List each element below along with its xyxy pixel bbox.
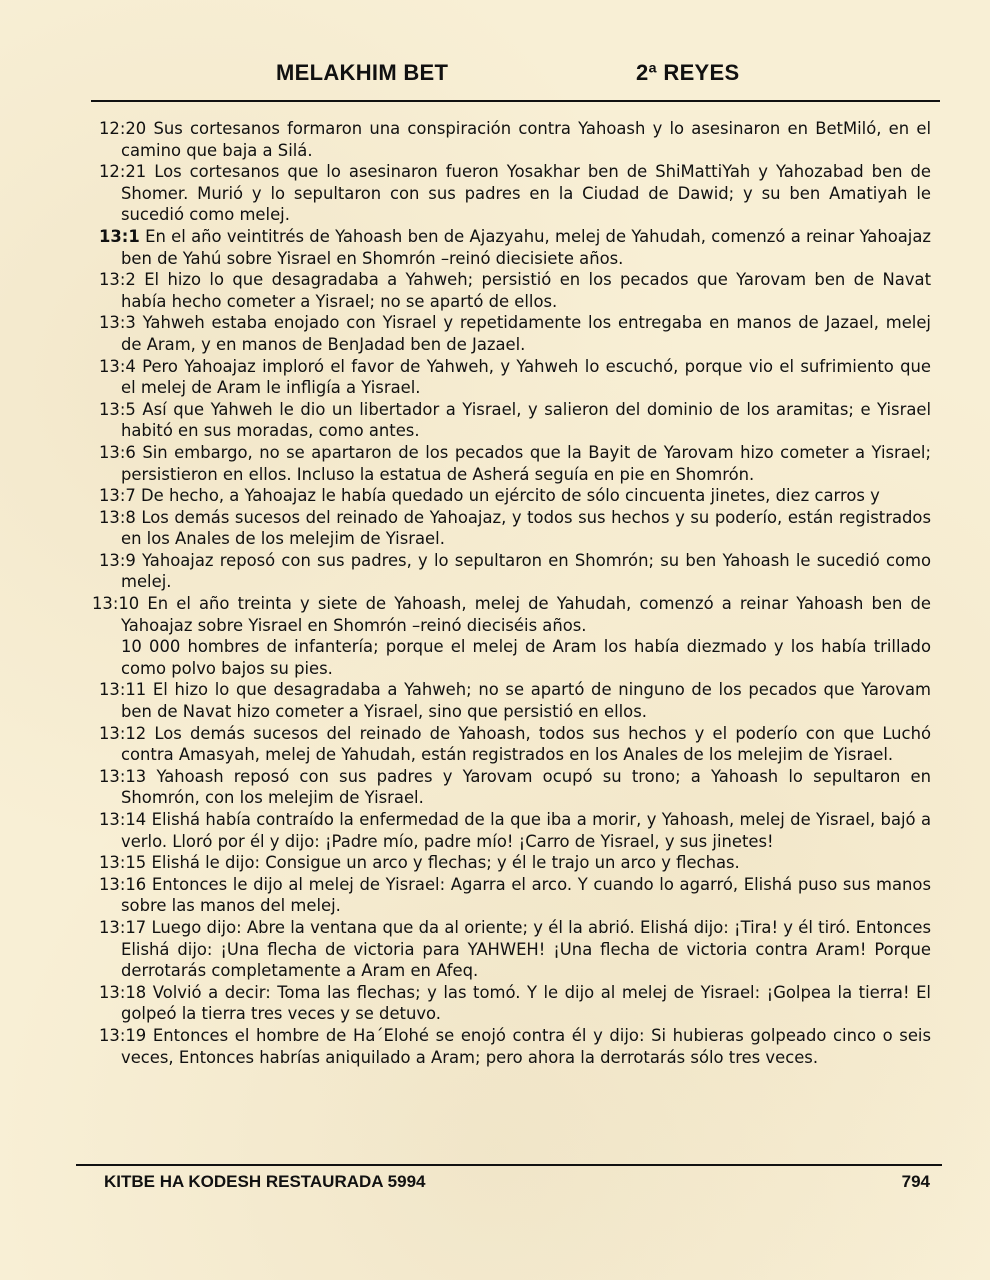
verse (99, 485, 931, 507)
verse-ref: 13:1 (99, 226, 140, 246)
verse (99, 917, 931, 982)
verse (99, 269, 931, 312)
verse-ref: 13:3 (99, 313, 136, 333)
page-footer (0, 1172, 990, 1196)
verse-list (0, 118, 990, 1068)
book-name: MELAKHIM BET (276, 60, 449, 85)
verse-text: Los demás sucesos del reinado de Yahoajaz, y todos sus hechos y su poderío, están registrados en los Anales de los melejim de Yisrael. (121, 507, 931, 549)
verse-ref: 13:9 (99, 550, 136, 570)
verse-text: Entonces el hombre de Ha´Elohé se enojó contra él y dijo: Si hubieras golpeado cinco o seis veces, Entonces habrías aniquilado a Aram; pero ahora la derrotarás sólo tres veces. (121, 1025, 932, 1067)
verse (99, 161, 931, 226)
verse-text: Los demás sucesos del reinado de Yahoash, todos sus hechos y el poderío con que Luchó contra Amasyah, melej de Yahudah, están registrados en los Anales de los melejim de Yisrael. (121, 723, 931, 765)
verse (99, 982, 931, 1025)
book-title: 2ª REYES (636, 60, 740, 85)
verse-text: Así que Yahweh le dio un libertador a Yisrael, y salieron del dominio de los aramitas; e Yisrael habitó en sus moradas, como antes. (121, 399, 932, 441)
verse-text: 10 000 hombres de infantería; porque el melej de Aram los había diezmado y los había trillado como polvo bajos su pies. (121, 637, 931, 678)
verse-text: Volvió a decir: Toma las flechas; y las tomó. Y le dijo al melej de Yisrael: ¡Golpea la tierra! El golpeó la tierra tres veces y se detuvo. (121, 982, 931, 1024)
verse (99, 356, 931, 399)
verse-ref: 13:16 (99, 874, 147, 894)
verse-ref: 13:13 (99, 766, 147, 786)
verse (99, 766, 931, 809)
verse (99, 507, 931, 550)
verse (92, 593, 931, 636)
verse-ref: 13:6 (99, 442, 136, 462)
verse-text: En el año treinta y siete de Yahoash, melej de Yahudah, comenzó a reinar Yahoash ben de Yahoajaz sobre Yisrael en Shomrón –reinó dieciséis años. (121, 594, 931, 635)
verse-text: Elishá le dijo: Consigue un arco y flechas; y él le trajo un arco y flechas. (151, 853, 740, 873)
verse-text: Yahoash reposó con sus padres y Yarovam ocupó su trono; a Yahoash lo sepultaron en Shomrón, con los melejim de Yisrael. (121, 766, 931, 808)
verse-text: Elishá había contraído la enfermedad de la que iba a morir, y Yahoash, melej de Yisrael, bajó a verlo. Lloró por él y dijo: ¡Padre mío, padre mío! ¡Carro de Yisrael, y sus jinetes! (121, 810, 931, 851)
page-number: 794 (901, 1172, 930, 1191)
verse (99, 226, 931, 269)
verse-ref: 13:8 (99, 507, 136, 527)
verse-continuation (121, 636, 931, 679)
verse-ref: 13:19 (99, 1025, 147, 1045)
verse-text: El hizo lo que desagradaba a Yahweh; no se apartó de ninguno de los pecados que Yarovam ben de Navat hizo cometer a Yisrael, sino que persistió en ellos. (121, 680, 931, 722)
verse-ref: 13:12 (99, 723, 147, 743)
verse-ref: 12:21 (99, 162, 147, 182)
verse (99, 399, 932, 442)
verse-ref: 13:10 (92, 594, 140, 614)
verse-ref: 13:5 (99, 399, 136, 419)
verse-text: Pero Yahoajaz imploró el favor de Yahweh, y Yahweh lo escuchó, porque vio el sufrimiento que el melej de Aram le infligía a Yisrael. (121, 356, 931, 398)
verse-ref: 13:4 (99, 356, 136, 376)
verse-ref: 13:11 (99, 680, 147, 700)
verse-ref: 13:17 (99, 917, 147, 937)
verse (99, 809, 931, 852)
verse-text: Los cortesanos que lo asesinaron fueron Yosakhar ben de ShiMattiYah y Yahozabad ben de Shomer. Murió y lo sepultaron con sus padres en la Ciudad de Dawid; y su ben Amatiyah le sucedió como melej. (121, 162, 931, 225)
verse-ref: 13:14 (99, 810, 147, 829)
verse-text: Yahoajaz reposó con sus padres, y lo sepultaron en Shomrón; su ben Yahoash le sucedió como melej. (121, 550, 931, 592)
verse-text: Entonces le dijo al melej de Yisrael: Agarra el arco. Y cuando lo agarró, Elishá puso sus manos sobre las manos del melej. (121, 874, 931, 916)
verse (99, 852, 931, 874)
verse-ref: 13:15 (99, 853, 147, 873)
verse-ref: 12:20 (99, 119, 147, 138)
verse-text: Sus cortesanos formaron una conspiración contra Yahoash y lo asesinaron en BetMiló, en el camino que baja a Silá. (121, 119, 932, 160)
verse (99, 118, 932, 161)
verse-ref: 13:2 (99, 270, 136, 290)
verse (99, 874, 931, 917)
verse (99, 679, 931, 722)
verse-text: Yahweh estaba enojado con Yisrael y repetidamente los entregaba en manos de Jazael, melej de Aram, y en manos de BenJadad ben de Jazael. (121, 313, 931, 354)
verse (99, 442, 931, 485)
verse-ref: 13:7 (99, 486, 136, 506)
verse-text: Sin embargo, no se apartaron de los pecados que la Bayit de Yarovam hizo cometer a Yisrael; persistieron en ellos. Incluso la estatua de Asherá seguía en pie en Shomrón. (121, 442, 931, 484)
verse-text: El hizo lo que desagradaba a Yahweh; persistió en los pecados que Yarovam ben de Navat había hecho cometer a Yisrael; no se apartó de ellos. (121, 270, 931, 311)
verse-text: Luego dijo: Abre la ventana que da al oriente; y él la abrió. Elishá dijo: ¡Tira! y él tiró. Entonces Elishá dijo: ¡Una flecha de victoria para YAHWEH! ¡Una flecha de victoria contra Aram! Porque derrotarás completamente a Aram en Afeq. (121, 917, 931, 981)
verse-text: De hecho, a Yahoajaz le había quedado un ejército de sólo cincuenta jinetes, diez carros y (141, 486, 880, 506)
header-rule (91, 100, 940, 102)
verse-text: En el año veintitrés de Yahoash ben de Ajazyahu, melej de Yahudah, comenzó a reinar Yahoajaz ben de Yahú sobre Yisrael en Shomrón –reinó diecisiete años. (121, 226, 931, 268)
page-header (0, 58, 990, 92)
verse (99, 550, 931, 593)
verse (99, 723, 931, 766)
verse (99, 1025, 932, 1068)
footer-rule (76, 1164, 942, 1166)
verse (99, 312, 931, 355)
verse-ref: 13:18 (99, 982, 147, 1002)
footer-title: KITBE HA KODESH RESTAURADA 5994 (104, 1172, 426, 1191)
